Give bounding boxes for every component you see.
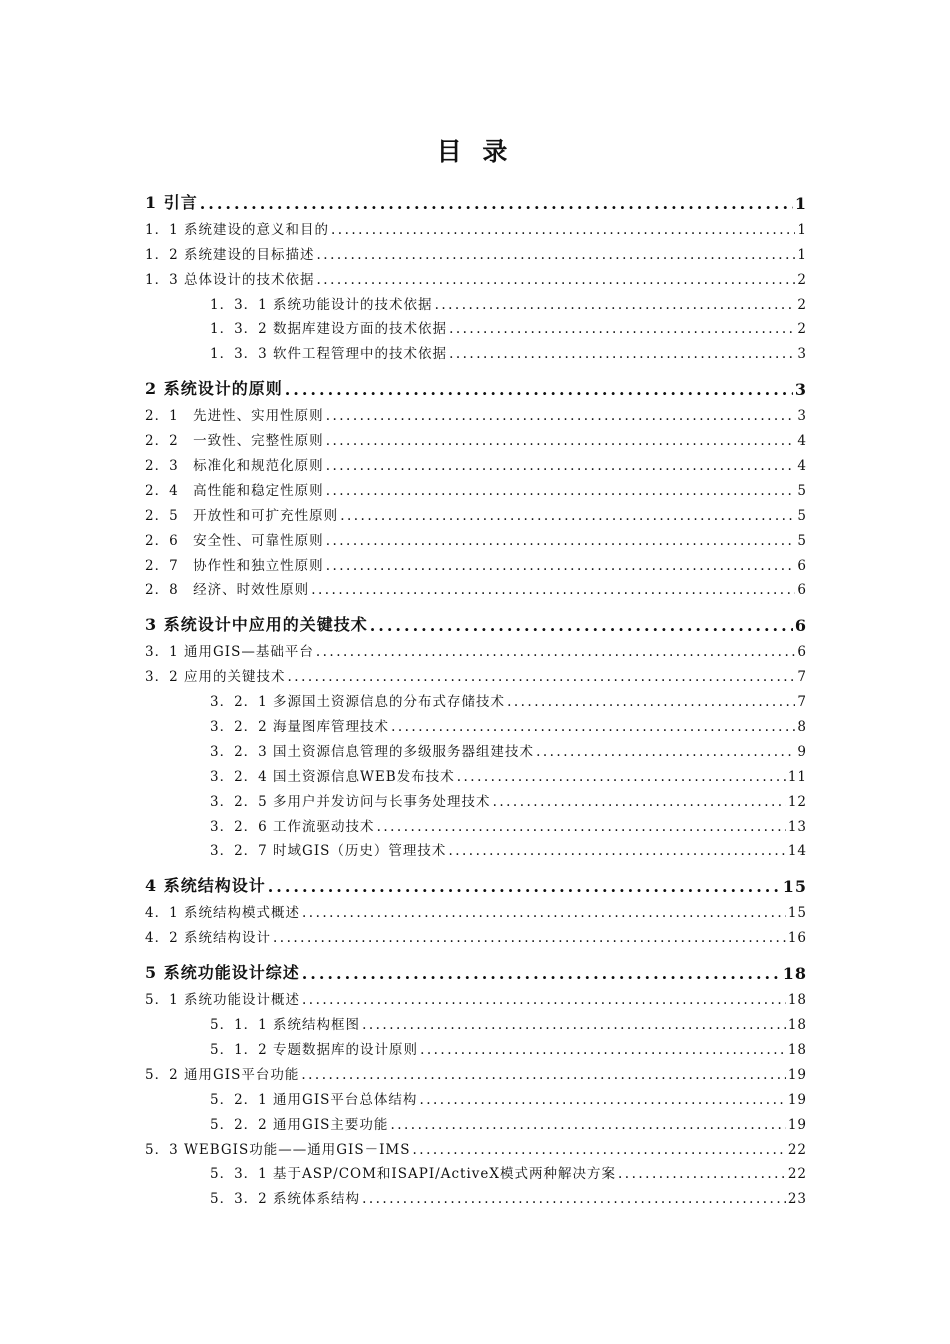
toc-section-entry[interactable] bbox=[145, 449, 807, 474]
toc-dot-leader bbox=[273, 930, 786, 946]
toc-page-number: 4 bbox=[797, 458, 807, 475]
toc-page-number: 6 bbox=[797, 644, 807, 661]
toc-entry-title: 5．1 系统功能设计概述 bbox=[145, 992, 300, 1009]
toc-dot-leader bbox=[536, 744, 795, 760]
toc-entry-title: 2．1 先进性、实用性原则 bbox=[145, 408, 324, 425]
toc-dot-leader bbox=[390, 1117, 785, 1133]
toc-dot-leader bbox=[326, 558, 796, 574]
toc-subsection-entry[interactable] bbox=[145, 337, 807, 362]
toc-entry-title: 4．2 系统结构设计 bbox=[145, 930, 271, 947]
toc-dot-leader bbox=[287, 669, 795, 685]
toc-page-number: 22 bbox=[787, 1166, 807, 1183]
toc-section-entry[interactable] bbox=[145, 238, 807, 263]
toc-page-number: 11 bbox=[787, 768, 807, 785]
toc-subsection-entry[interactable] bbox=[145, 760, 807, 785]
toc-dot-leader bbox=[420, 1042, 786, 1058]
toc-subsection-entry[interactable] bbox=[145, 810, 807, 835]
toc-entry-title: 5．1．1 系统结构框图 bbox=[210, 1017, 361, 1034]
toc-page-number: 13 bbox=[787, 818, 807, 835]
toc-dot-leader bbox=[301, 1067, 785, 1083]
toc-section-entry[interactable] bbox=[145, 574, 807, 599]
toc-dot-leader bbox=[326, 483, 796, 499]
table-of-contents bbox=[145, 188, 807, 1207]
toc-entry-title: 3 系统设计中应用的关键技术 bbox=[145, 615, 368, 635]
toc-dot-leader bbox=[507, 694, 795, 710]
toc-section-entry[interactable] bbox=[145, 524, 807, 549]
toc-dot-leader bbox=[302, 964, 781, 983]
toc-dot-leader bbox=[331, 222, 795, 238]
toc-page-number: 19 bbox=[787, 1066, 807, 1083]
toc-entry-title: 5．1．2 专题数据库的设计原则 bbox=[210, 1041, 419, 1058]
toc-entry-title: 2．4 高性能和稳定性原则 bbox=[145, 482, 324, 499]
toc-page-number: 14 bbox=[787, 843, 807, 860]
toc-entry-title: 2．6 安全性、可靠性原则 bbox=[145, 532, 324, 549]
toc-entry-title: 3．2．1 多源国土资源信息的分布式存储技术 bbox=[210, 694, 506, 711]
toc-page-number: 4 bbox=[797, 433, 807, 450]
toc-entry-title: 5．3 WEBGIS功能——通用GIS－IMS bbox=[145, 1141, 411, 1158]
toc-page-number: 5 bbox=[797, 532, 807, 549]
toc-dot-leader bbox=[362, 1191, 786, 1207]
toc-page-number: 18 bbox=[787, 1041, 807, 1058]
toc-section-entry[interactable] bbox=[145, 399, 807, 424]
toc-section-entry[interactable] bbox=[145, 263, 807, 288]
toc-dot-leader bbox=[457, 769, 786, 785]
toc-section-entry[interactable] bbox=[145, 660, 807, 685]
toc-dot-leader bbox=[311, 582, 795, 598]
toc-dot-leader bbox=[493, 794, 786, 810]
toc-entry-title: 3．2．2 海量图库管理技术 bbox=[210, 719, 390, 736]
toc-chapter-entry[interactable] bbox=[145, 958, 807, 983]
toc-page-number: 15 bbox=[787, 905, 807, 922]
toc-page-number: 2 bbox=[797, 296, 807, 313]
toc-entry-title: 5．2．2 通用GIS主要功能 bbox=[210, 1116, 389, 1133]
toc-section-entry[interactable] bbox=[145, 213, 807, 238]
toc-entry-title: 1．1 系统建设的意义和目的 bbox=[145, 221, 329, 238]
toc-entry-title: 3．2．3 国土资源信息管理的多级服务器组建技术 bbox=[210, 743, 535, 760]
toc-page-number: 5 bbox=[797, 482, 807, 499]
toc-entry-title: 1．3．1 系统功能设计的技术依据 bbox=[210, 296, 433, 313]
toc-dot-leader bbox=[200, 194, 793, 213]
toc-dot-leader bbox=[449, 321, 795, 337]
toc-entry-title: 3．1 通用GIS—基础平台 bbox=[145, 644, 314, 661]
toc-entry-title: 5 系统功能设计综述 bbox=[145, 963, 300, 983]
toc-entry-title: 1 引言 bbox=[145, 193, 198, 212]
toc-page-number: 18 bbox=[782, 964, 807, 984]
toc-dot-leader bbox=[362, 1017, 786, 1033]
toc-subsection-entry[interactable] bbox=[145, 735, 807, 760]
toc-entry-title: 1．3．2 数据库建设方面的技术依据 bbox=[210, 321, 448, 338]
toc-page-number: 1 bbox=[797, 221, 807, 238]
toc-section-entry[interactable] bbox=[145, 474, 807, 499]
toc-subsection-entry[interactable] bbox=[145, 1158, 807, 1183]
toc-section-entry[interactable] bbox=[145, 921, 807, 946]
toc-subsection-entry[interactable] bbox=[145, 685, 807, 710]
toc-dot-leader bbox=[326, 533, 796, 549]
toc-subsection-entry[interactable] bbox=[145, 1083, 807, 1108]
toc-entry-title: 5．3．2 系统体系结构 bbox=[210, 1191, 361, 1208]
toc-page-number: 8 bbox=[797, 719, 807, 736]
toc-chapter-entry[interactable] bbox=[145, 374, 807, 399]
toc-page-number: 19 bbox=[787, 1091, 807, 1108]
toc-section-entry[interactable] bbox=[145, 1058, 807, 1083]
toc-entry-title: 1．3 总体设计的技术依据 bbox=[145, 271, 315, 288]
toc-page-number: 2 bbox=[797, 321, 807, 338]
toc-subsection-entry[interactable] bbox=[145, 313, 807, 338]
toc-dot-leader bbox=[435, 297, 796, 313]
toc-page-number: 9 bbox=[797, 743, 807, 760]
toc-chapter-entry[interactable] bbox=[145, 871, 807, 896]
toc-subsection-entry[interactable] bbox=[145, 1108, 807, 1133]
toc-dot-leader bbox=[370, 616, 793, 635]
toc-dot-leader bbox=[302, 905, 786, 921]
toc-entry-title: 2．8 经济、时效性原则 bbox=[145, 582, 310, 599]
toc-section-entry[interactable] bbox=[145, 549, 807, 574]
toc-entry-title: 3．2 应用的关键技术 bbox=[145, 669, 286, 686]
toc-entry-title: 3．2．5 多用户并发访问与长事务处理技术 bbox=[210, 793, 491, 810]
toc-entry-title: 3．2．6 工作流驱动技术 bbox=[210, 818, 375, 835]
toc-chapter-entry[interactable] bbox=[145, 188, 807, 213]
toc-entry-title: 4．1 系统结构模式概述 bbox=[145, 905, 300, 922]
toc-dot-leader bbox=[316, 644, 796, 660]
toc-entry-title: 5．2．1 通用GIS平台总体结构 bbox=[210, 1091, 418, 1108]
toc-page-number: 16 bbox=[787, 930, 807, 947]
toc-section-entry[interactable] bbox=[145, 424, 807, 449]
toc-entry-title: 5．3．1 基于ASP/COM和ISAPI/ActiveX模式两种解决方案 bbox=[210, 1166, 616, 1183]
toc-entry-title: 2．3 标准化和规范化原则 bbox=[145, 458, 324, 475]
toc-dot-leader bbox=[302, 992, 786, 1008]
toc-section-entry[interactable] bbox=[145, 1133, 807, 1158]
toc-page-number: 6 bbox=[794, 616, 807, 636]
toc-dot-leader bbox=[285, 380, 793, 399]
toc-dot-leader bbox=[340, 508, 795, 524]
toc-entry-title: 3．2．7 时域GIS（历史）管理技术 bbox=[210, 843, 447, 860]
toc-entry-title: 4 系统结构设计 bbox=[145, 876, 266, 896]
toc-chapter-entry[interactable] bbox=[145, 610, 807, 635]
toc-dot-leader bbox=[618, 1166, 786, 1182]
toc-dot-leader bbox=[413, 1142, 786, 1158]
toc-page-number: 23 bbox=[787, 1191, 807, 1208]
toc-subsection-entry[interactable] bbox=[145, 1033, 807, 1058]
toc-dot-leader bbox=[419, 1092, 785, 1108]
toc-page-number: 5 bbox=[797, 507, 807, 524]
toc-dot-leader bbox=[326, 433, 796, 449]
toc-entry-title: 1．2 系统建设的目标描述 bbox=[145, 246, 315, 263]
toc-section-entry[interactable] bbox=[145, 983, 807, 1008]
toc-dot-leader bbox=[377, 819, 786, 835]
toc-dot-leader bbox=[268, 877, 781, 896]
toc-dot-leader bbox=[448, 843, 785, 859]
toc-page-number: 15 bbox=[782, 877, 807, 897]
toc-subsection-entry[interactable] bbox=[145, 835, 807, 860]
toc-page-number: 7 bbox=[797, 669, 807, 686]
toc-page-number: 3 bbox=[797, 408, 807, 425]
toc-dot-leader bbox=[316, 272, 795, 288]
toc-dot-leader bbox=[326, 408, 796, 424]
toc-dot-leader bbox=[449, 346, 795, 362]
toc-dot-leader bbox=[326, 458, 796, 474]
toc-page-number: 1 bbox=[797, 246, 807, 263]
toc-subsection-entry[interactable] bbox=[145, 288, 807, 313]
toc-section-entry[interactable] bbox=[145, 635, 807, 660]
toc-title: 目 录 bbox=[436, 137, 514, 166]
toc-page-number: 19 bbox=[787, 1116, 807, 1133]
toc-subsection-entry[interactable] bbox=[145, 1008, 807, 1033]
toc-dot-leader bbox=[316, 247, 795, 263]
toc-entry-title: 2．5 开放性和可扩充性原则 bbox=[145, 507, 339, 524]
toc-page-number: 7 bbox=[797, 694, 807, 711]
toc-page-number: 18 bbox=[787, 1017, 807, 1034]
toc-subsection-entry[interactable] bbox=[145, 1182, 807, 1207]
toc-page-number: 6 bbox=[797, 582, 807, 599]
toc-entry-title: 1．3．3 软件工程管理中的技术依据 bbox=[210, 346, 448, 363]
toc-page-number: 22 bbox=[787, 1141, 807, 1158]
toc-entry-title: 3．2．4 国土资源信息WEB发布技术 bbox=[210, 768, 455, 785]
toc-page-number: 2 bbox=[797, 271, 807, 288]
toc-page-number: 3 bbox=[797, 346, 807, 363]
toc-section-entry[interactable] bbox=[145, 896, 807, 921]
toc-section-entry[interactable] bbox=[145, 499, 807, 524]
toc-page-number: 18 bbox=[787, 992, 807, 1009]
toc-entry-title: 2．7 协作性和独立性原则 bbox=[145, 557, 324, 574]
toc-entry-title: 2 系统设计的原则 bbox=[145, 379, 283, 399]
toc-dot-leader bbox=[391, 719, 795, 735]
toc-page-number: 1 bbox=[794, 194, 807, 213]
toc-entry-title: 5．2 通用GIS平台功能 bbox=[145, 1066, 300, 1083]
toc-subsection-entry[interactable] bbox=[145, 710, 807, 735]
toc-page-number: 3 bbox=[794, 380, 807, 400]
toc-page-number: 6 bbox=[797, 557, 807, 574]
toc-subsection-entry[interactable] bbox=[145, 785, 807, 810]
toc-entry-title: 2．2 一致性、完整性原则 bbox=[145, 433, 324, 450]
toc-page-number: 12 bbox=[787, 793, 807, 810]
